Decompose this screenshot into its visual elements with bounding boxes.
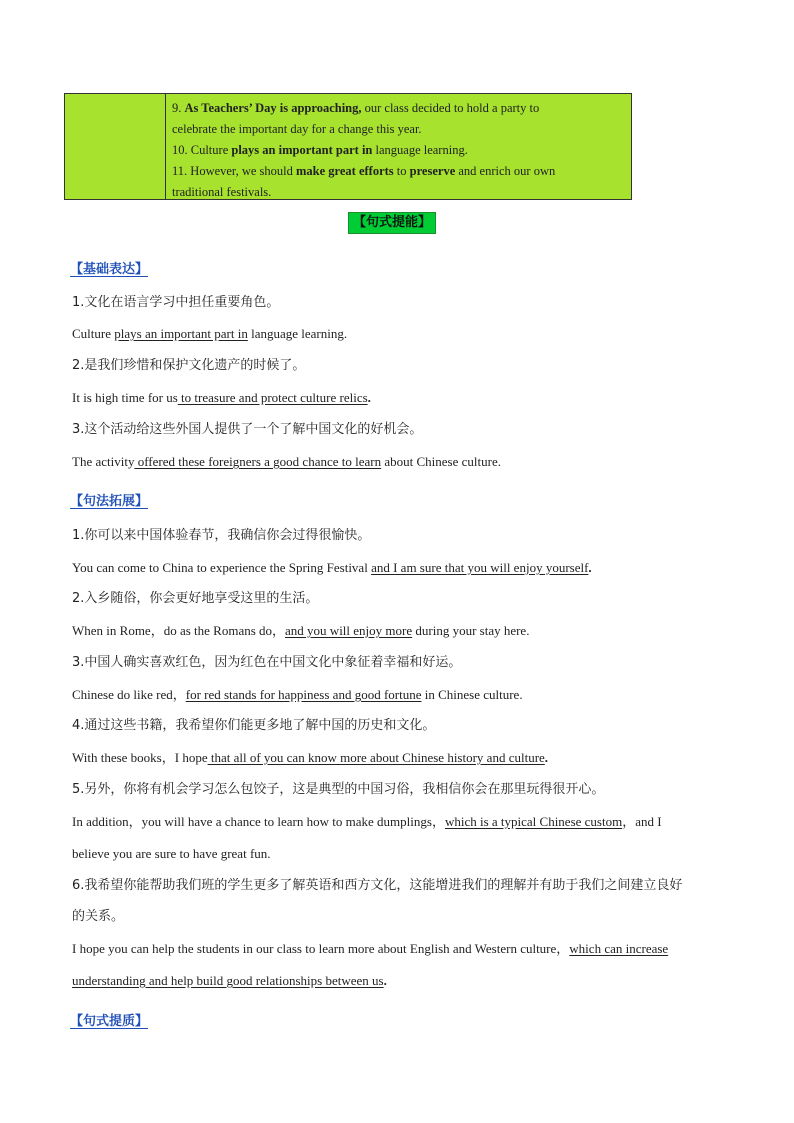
section-improve-heading: 【句式提质】 xyxy=(70,1014,149,1029)
section-expand-heading: 【句法拓展】 xyxy=(70,494,149,509)
expand-q2-answer: When in Rome，do as the Romans do，and you will enjoy more during your stay here. xyxy=(72,623,530,638)
expand-q1-chinese: 1.你可以来中国体验春节，我确信你会过得很愉快。 xyxy=(72,528,371,543)
basic-q2-answer: It is high time for us to treasure and protect culture relics. xyxy=(72,390,371,405)
table-left-cell xyxy=(65,94,166,199)
expand-q4-chinese: 4.通过这些书籍，我希望你们能更多地了解中国的历史和文化。 xyxy=(72,718,436,733)
expand-q6-chinese: 6.我希望你能帮助我们班的学生更多了解英语和西方文化，这能增进我们的理解并有助于我们之间建立良好 xyxy=(72,878,683,893)
basic-q3-answer: The activity offered these foreigners a good chance to learn about Chinese culture. xyxy=(72,454,501,469)
expand-q6-chinese-cont: 的关系。 xyxy=(72,909,125,924)
table-right-cell xyxy=(166,94,631,199)
basic-q1-answer: Culture plays an important part in language learning. xyxy=(72,326,348,341)
basic-q2-chinese: 2.是我们珍惜和保护文化遗产的时候了。 xyxy=(72,358,306,373)
expand-q6-answer: I hope you can help the students in our class to learn more about English and Western culture，which can increase xyxy=(72,941,669,956)
table-line-11b: traditional festivals. xyxy=(172,185,272,199)
expand-q5-chinese: 5.另外，你将有机会学习怎么包饺子，这是典型的中国习俗，我相信你会在那里玩得很开心。 xyxy=(72,782,605,797)
table-line-10: 10. Culture plays an important part in language learning. xyxy=(172,143,468,157)
answer-table xyxy=(64,93,632,200)
expand-q3-answer: Chinese do like red，for red stands for happiness and good fortune in Chinese culture. xyxy=(72,687,523,702)
table-line-11a: 11. However, we should make great efforts to preserve and enrich our own xyxy=(172,164,556,178)
table-line-9a: 9. As Teachers’ Day is approaching, our class decided to hold a party to xyxy=(172,101,540,115)
table-line-9b: celebrate the important day for a change this year. xyxy=(172,122,422,136)
expand-q2-chinese: 2.入乡随俗，你会更好地享受这里的生活。 xyxy=(72,591,319,606)
section-basic-heading: 【基础表达】 xyxy=(70,262,149,277)
expand-q5-answer: In addition，you will have a chance to learn how to make dumplings，which is a typical Chinese custom，and I xyxy=(72,814,662,829)
expand-q3-chinese: 3.中国人确实喜欢红色，因为红色在中国文化中象征着幸福和好运。 xyxy=(72,655,462,670)
basic-q3-chinese: 3.这个活动给这些外国人提供了一个了解中国文化的好机会。 xyxy=(72,422,423,437)
expand-q4-answer: With these books，I hope that all of you can know more about Chinese history and culture. xyxy=(72,750,549,765)
basic-q1-chinese: 1.文化在语言学习中担任重要角色。 xyxy=(72,295,280,310)
expand-q1-answer: You can come to China to experience the Spring Festival and I am sure that you will enjoy yourself. xyxy=(72,560,592,575)
page-title: 【句式提能】 xyxy=(348,212,436,234)
expand-q6-answer-cont: understanding and help build good relationships between us. xyxy=(72,973,387,988)
expand-q5-answer-cont: believe you are sure to have great fun. xyxy=(72,846,271,861)
